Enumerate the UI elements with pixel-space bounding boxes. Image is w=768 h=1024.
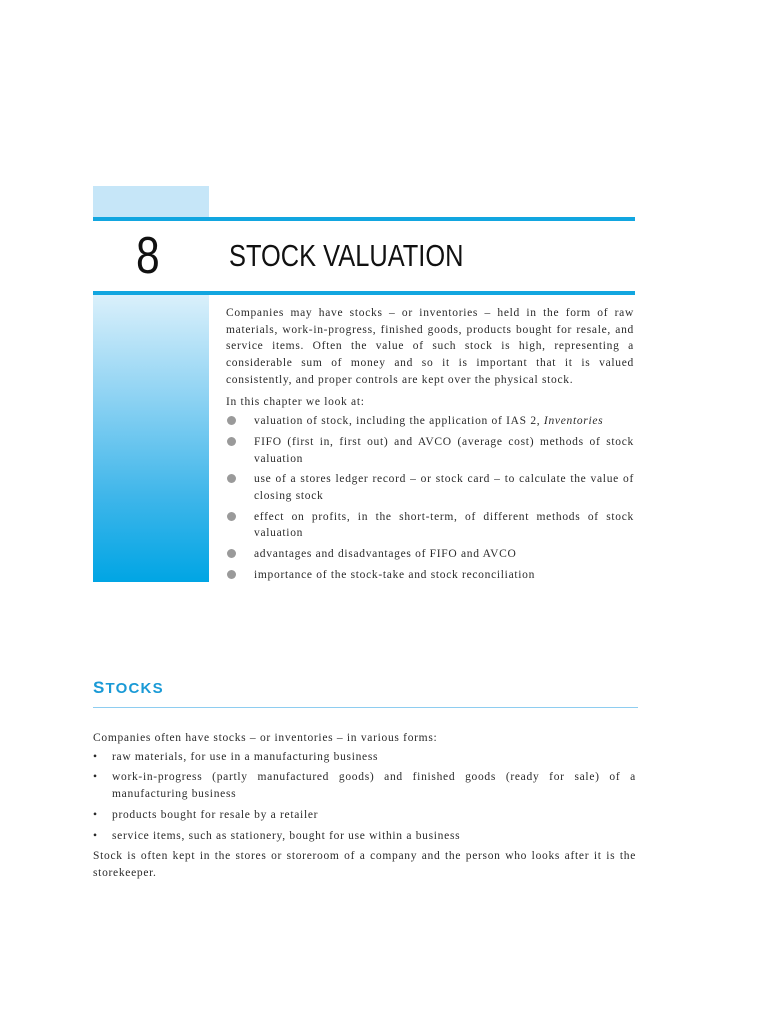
- stock-forms-list: [93, 749, 636, 845]
- objective-text: FIFO (first in, first out) and AVCO (average cost) methods of stock valuation: [254, 435, 634, 465]
- chapter-side-bar: [93, 295, 209, 582]
- objective-item: [226, 546, 634, 563]
- objective-text: valuation of stock, including the application of IAS 2,: [254, 415, 544, 428]
- objective-text: use of a stores ledger record – or stock card – to calculate the value of closing stock: [254, 473, 634, 503]
- chapter-title: STOCK VALUATION: [229, 238, 464, 273]
- objective-item: [226, 567, 634, 584]
- objectives-list: [226, 413, 634, 583]
- bullet-dot-icon: [227, 416, 236, 425]
- objective-item: [226, 509, 634, 542]
- chapter-intro: [226, 305, 634, 588]
- bullet-dot-icon: [227, 474, 236, 483]
- list-item-text: service items, such as stationery, bought for use within a business: [112, 829, 461, 842]
- bullet-dot-icon: [227, 512, 236, 521]
- header-rule-top: [93, 217, 635, 221]
- bullet-icon: •: [93, 771, 98, 784]
- objective-text: advantages and disadvantages of FIFO and AVCO: [254, 548, 517, 561]
- bullet-icon: •: [93, 829, 98, 842]
- intro-lead: In this chapter we look at:: [226, 395, 365, 408]
- chapter-number: 8: [136, 227, 160, 285]
- list-item: [93, 749, 636, 766]
- bullet-icon: •: [93, 808, 98, 821]
- intro-paragraph: Companies may have stocks – or inventories – held in the form of raw materials, work-in-progress, finished goods, products bought for resale, and service items. Often the value of such stock is high, representing a considerable sum of money and so it is important that it is valued consistently, and proper controls are kept over the physical stock.: [226, 307, 634, 386]
- bullet-icon: •: [93, 750, 98, 763]
- section-heading: [93, 676, 164, 701]
- objective-text: importance of the stock-take and stock reconciliation: [254, 568, 536, 581]
- section-closing-paragraph: Stock is often kept in the stores or storeroom of a company and the person who looks after it is the storekeeper.: [93, 850, 636, 879]
- bullet-dot-icon: [227, 570, 236, 579]
- list-item: [93, 828, 636, 845]
- section-rule: [93, 707, 638, 708]
- section-heading-initial: S: [93, 678, 106, 697]
- list-item-text: raw materials, for use in a manufacturing business: [112, 750, 379, 763]
- list-item-text: products bought for resale by a retailer: [112, 808, 319, 821]
- section-heading-rest: TOCKS: [105, 680, 164, 697]
- section-body: [93, 730, 636, 882]
- bullet-dot-icon: [227, 437, 236, 446]
- chapter-tab: [93, 186, 209, 218]
- objective-item: [226, 471, 634, 504]
- list-item-text: work-in-progress (partly manufactured goods) and finished goods (ready for sale) of a manufacturing business: [112, 771, 636, 801]
- objective-item: [226, 413, 634, 430]
- objective-italic: Inventories: [543, 415, 604, 428]
- objective-item: [226, 434, 634, 467]
- list-item: [93, 807, 636, 824]
- objective-text: effect on profits, in the short-term, of different methods of stock valuation: [254, 510, 634, 540]
- list-item: [93, 769, 636, 802]
- bullet-dot-icon: [227, 549, 236, 558]
- section-lead: Companies often have stocks – or inventories – in various forms:: [93, 732, 438, 744]
